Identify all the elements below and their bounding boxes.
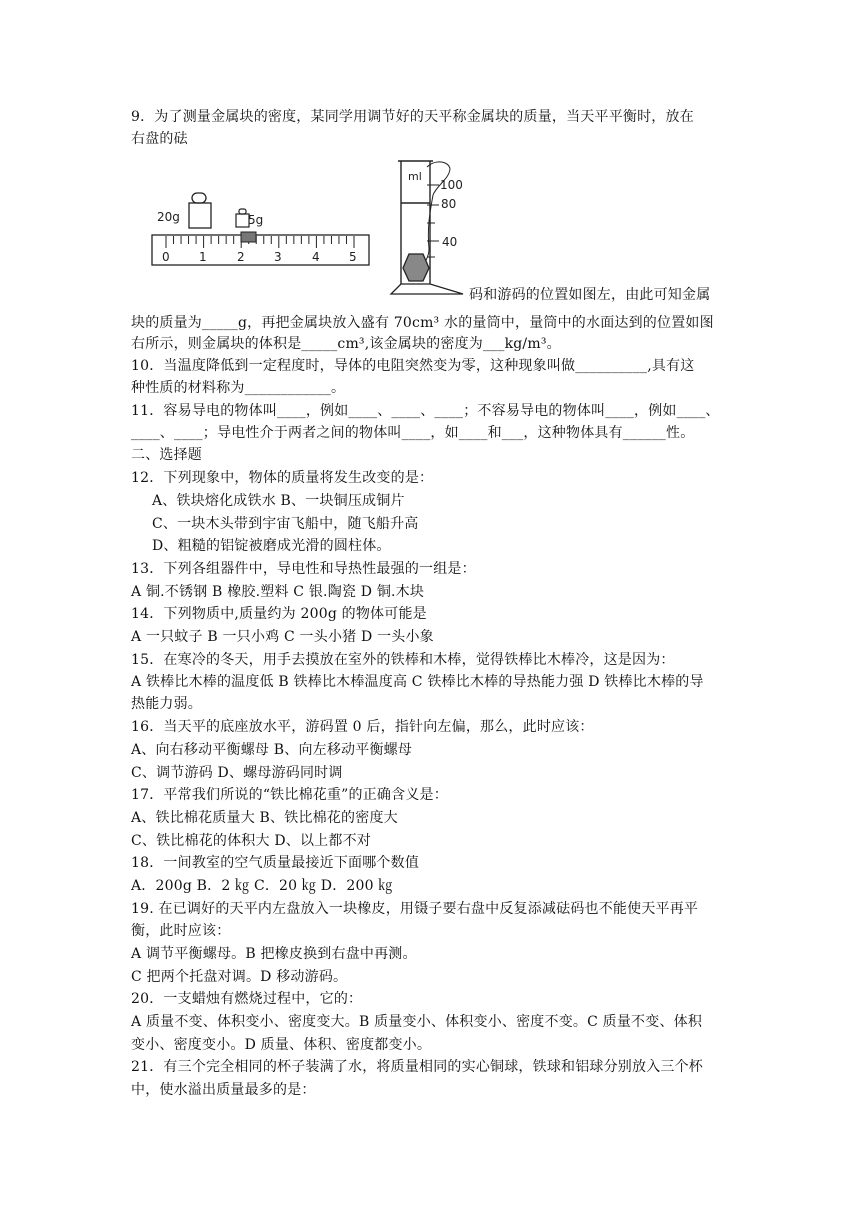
text-line: 右盘的砝 (131, 131, 188, 147)
text-line: 右所示，则金属块的体积是_____cm³,该金属块的密度为___kg/m³。 (131, 336, 561, 352)
question-stem: 12．下列现象中，物体的质量将发生改变的是： (131, 470, 434, 486)
tick-label: 2 (237, 250, 245, 264)
tick-label: 5 (349, 250, 357, 264)
question-stem: 20．一支蜡烛有燃烧过程中，它的： (131, 991, 363, 1007)
weight-20g-icon (189, 193, 211, 228)
question-stem: 衡，此时应该： (131, 923, 231, 939)
text-line: 块的质量为_____g，再把金属块放入盛有 70cm³ 水的量筒中，量筒中的水面达到的位置如图 (131, 315, 714, 331)
option-line: A、铁块熔化成铁水 B、一块铜压成铜片 (152, 493, 405, 509)
option-line: A、向右移动平衡螺母 B、向左移动平衡螺母 (131, 742, 413, 758)
option-line: A、铁比棉花质量大 B、铁比棉花的密度大 (131, 810, 398, 826)
text-line: 10．当温度降低到一定程度时，导体的电阻突然变为零，这种现象叫做__________,具有这 (131, 358, 695, 374)
question-stem: 17．平常我们所说的“铁比棉花重”的正确含义是： (131, 787, 448, 803)
text-line: 码和游码的位置如图左，由此可知金属 (469, 287, 711, 303)
mark-80: 80 (441, 197, 457, 211)
option-line: A 铜.不锈钢 B 橡胶.塑料 C 银.陶瓷 D 铜.木块 (131, 584, 425, 600)
tick-label: 3 (274, 250, 282, 264)
mark-40: 40 (442, 235, 458, 249)
weight-20g-label: 20g (157, 210, 180, 224)
rider (241, 232, 256, 242)
option-line: C、铁比棉花的体积大 D、以上都不对 (131, 833, 371, 849)
mark-100: 100 (440, 178, 463, 192)
text-line: ____、____；导电性介于两者之间的物体叫____，如____和___，这种物体具有______性。 (131, 425, 695, 441)
section-heading: 二、选择题 (131, 447, 202, 463)
graduated-cylinder-figure (387, 157, 471, 297)
option-line: C、调节游码 D、螺母游码同时调 (131, 765, 343, 781)
text-line: 9．为了测量金属块的密度，某同学用调节好的天平称金属块的质量，当天平平衡时，放在 (131, 109, 694, 125)
question-stem: 14．下列物质中,质量约为 200g 的物体可能是 (131, 606, 427, 622)
text-line: 种性质的材料称为____________。 (131, 380, 346, 396)
question-stem: 中，使水溢出质量最多的是： (131, 1082, 316, 1098)
question-stem: 16．当天平的底座放水平，游码置 0 后，指针向左偏，那么，此时应该： (131, 719, 594, 735)
text-line: 11．容易导电的物体叫____，例如____、____、____；不容易导电的物体叫____，例如____、 (131, 403, 720, 419)
option-line: 变小、密度变小。D 质量、体积、密度都变小。 (131, 1037, 432, 1053)
question-stem: 18．一间教室的空气质量最接近下面哪个数值 (131, 855, 420, 871)
unit-label: ml (408, 170, 422, 183)
question-stem: 13．下列各组器件中，导电性和导热性最强的一组是： (131, 561, 476, 577)
option-line: C、一块木头带到宇宙飞船中，随飞船升高 (152, 516, 419, 532)
option-line: D、粗糙的铝锭被磨成光滑的圆柱体。 (152, 538, 391, 554)
question-stem: 19. 在已调好的天平内左盘放入一块橡皮，用镊子要右盘中反复添减砝码也不能使天平再平 (131, 901, 699, 917)
question-stem: 21．有三个完全相同的杯子装满了水，将质量相同的实心铜球，铁球和铝球分别放入三个杯 (131, 1059, 704, 1075)
tick-label: 0 (162, 250, 170, 264)
question-stem: 15．在寒冷的冬天，用手去摸放在室外的铁棒和木棒，觉得铁棒比木棒冷，这是因为： (131, 652, 675, 668)
option-line: C 把两个托盘对调。D 移动游码。 (131, 969, 348, 985)
scale-ticks (166, 236, 354, 248)
beam-scale (152, 235, 369, 265)
metal-block-icon (403, 254, 429, 281)
option-line: A 铁棒比木棒的温度低 B 铁棒比木棒温度高 C 铁棒比木棒的导热能力强 D 铁棒比木棒的导 (131, 674, 704, 690)
option-line: A 一只蚊子 B 一只小鸡 C 一头小猪 D 一头小象 (131, 629, 434, 645)
balance-weights-figure (148, 188, 374, 270)
option-line: A．200g B．2 ㎏ C．20 ㎏ D．200 ㎏ (131, 878, 393, 894)
weight-5g-label: 5g (248, 213, 264, 227)
tick-labels (162, 250, 357, 264)
option-line: 热能力弱。 (131, 696, 202, 712)
tick-label: 4 (312, 250, 320, 264)
tick-label: 1 (199, 250, 207, 264)
option-line: A 质量不变、体积变小、密度变大。B 质量变小、体积变小、密度不变。C 质量不变、体积 (131, 1014, 703, 1030)
option-line: A 调节平衡螺母。B 把橡皮换到右盘中再测。 (131, 946, 417, 962)
